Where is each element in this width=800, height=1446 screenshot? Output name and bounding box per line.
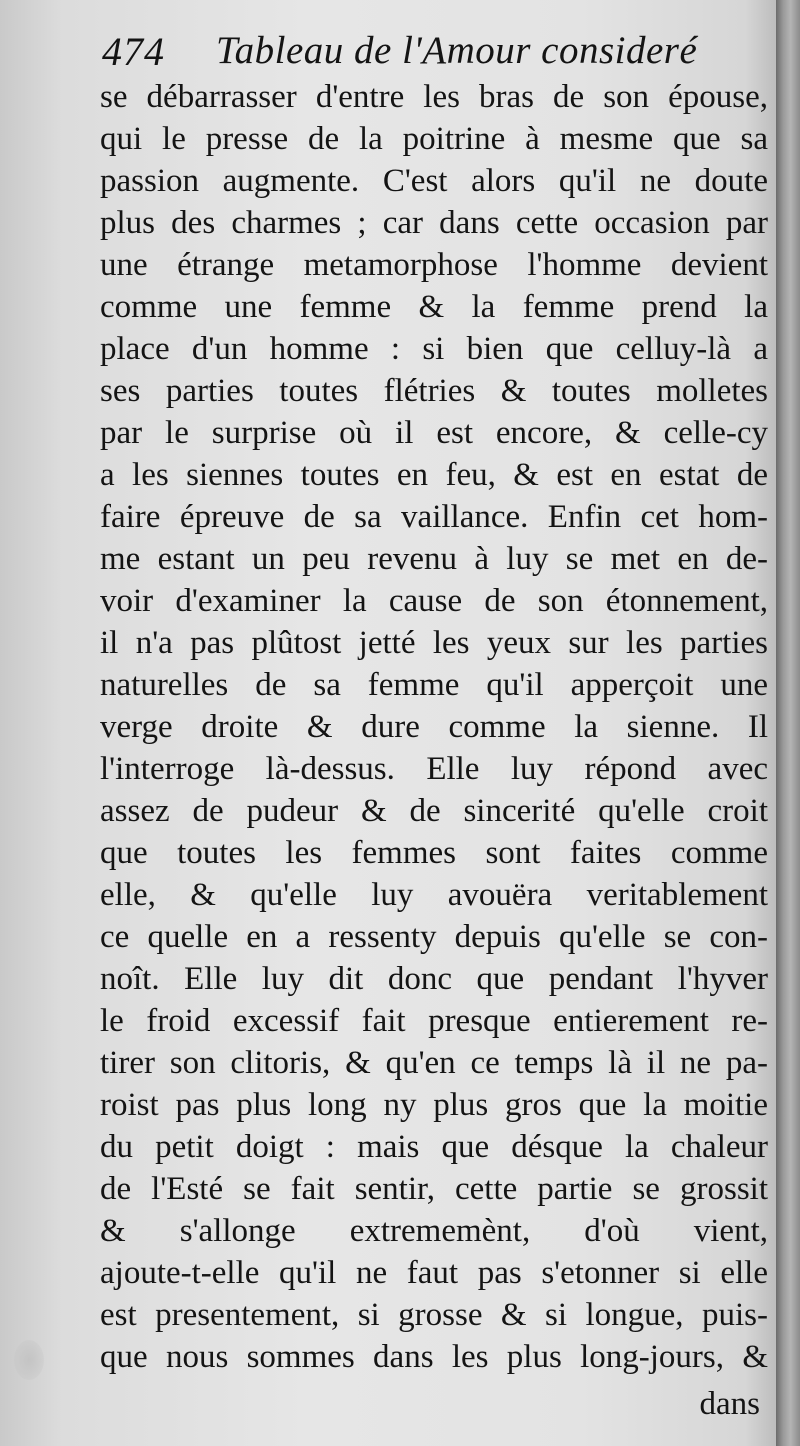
text-line: du petit doigt : mais que désque la chaleur xyxy=(100,1129,768,1165)
text-line: assez de pudeur & de sincerité qu'elle croit xyxy=(100,793,768,829)
text-line: l'interroge là-dessus. Elle luy répond avec xyxy=(100,751,768,787)
page-number: 474 xyxy=(102,29,165,74)
text-line: naturelles de sa femme qu'il apperçoit une xyxy=(100,667,768,703)
text-line: elle, & qu'elle luy avouëra veritablement xyxy=(100,877,768,913)
text-line: place d'un homme : si bien que celluy-là a xyxy=(100,331,768,367)
running-title: Tableau de l'Amour consideré xyxy=(216,29,698,72)
text-line: passion augmente. C'est alors qu'il ne doute xyxy=(100,163,768,199)
page-gutter xyxy=(776,0,800,1446)
text-line: ajoute-t-elle qu'il ne faut pas s'etonner si elle xyxy=(100,1255,768,1291)
text-line: il n'a pas plûtost jetté les yeux sur les parties xyxy=(100,625,768,661)
text-line: qui le presse de la poitrine à mesme que sa xyxy=(100,121,768,157)
text-line: noît. Elle luy dit donc que pendant l'hyver xyxy=(100,961,768,997)
paper-stain xyxy=(14,1340,44,1380)
running-head xyxy=(100,22,768,82)
text-line: a les siennes toutes en feu, & est en estat de xyxy=(100,457,768,493)
text-line: faire épreuve de sa vaillance. Enfin cet hom- xyxy=(100,499,768,535)
text-line: comme une femme & la femme prend la xyxy=(100,289,768,325)
text-line: une étrange metamorphose l'homme devient xyxy=(100,247,768,283)
text-line: par le surprise où il est encore, & celle-cy xyxy=(100,415,768,451)
text-line: le froid excessif fait presque entierement re- xyxy=(100,1003,768,1039)
text-line: ses parties toutes flétries & toutes molletes xyxy=(100,373,768,409)
text-line: ce quelle en a ressenty depuis qu'elle se con- xyxy=(100,919,768,955)
text-line: voir d'examiner la cause de son étonnement, xyxy=(100,583,768,619)
text-line: me estant un peu revenu à luy se met en de- xyxy=(100,541,768,577)
text-line: est presentement, si grosse & si longue, puis- xyxy=(100,1297,768,1333)
text-line: que toutes les femmes sont faites comme xyxy=(100,835,768,871)
text-line: que nous sommes dans les plus long-jours, & xyxy=(100,1339,768,1375)
text-line: tirer son clitoris, & qu'en ce temps là il ne pa- xyxy=(100,1045,768,1081)
text-line: se débarrasser d'entre les bras de son épouse, xyxy=(100,79,768,115)
body-text xyxy=(100,76,768,1378)
text-line: plus des charmes ; car dans cette occasion par xyxy=(100,205,768,241)
text-line: & s'allonge extrememènt, d'où vient, xyxy=(100,1213,768,1249)
text-line: de l'Esté se fait sentir, cette partie se grossit xyxy=(100,1171,768,1207)
text-line: roist pas plus long ny plus gros que la moitie xyxy=(100,1087,768,1123)
text-line: verge droite & dure comme la sienne. Il xyxy=(100,709,768,745)
catchword: dans xyxy=(699,1386,760,1422)
